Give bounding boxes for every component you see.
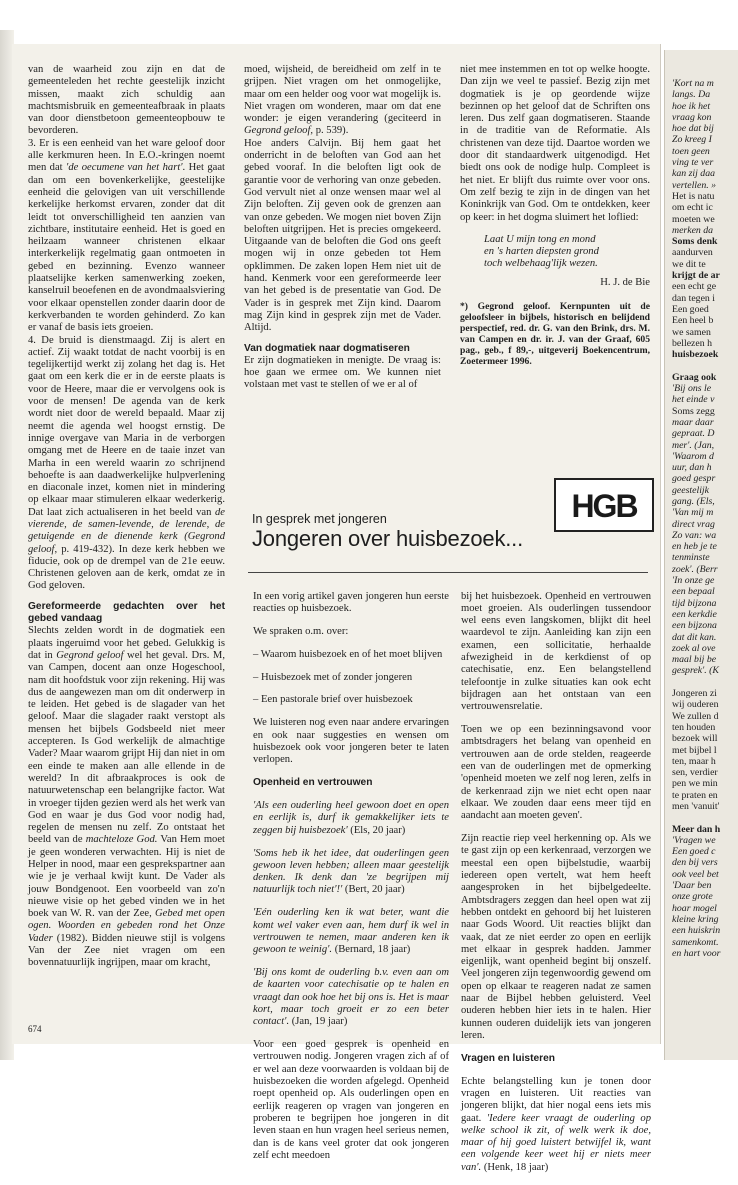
facing-page-line: men 'vanuit' [672, 801, 720, 812]
youth-quote-1-author: (Els, 20 jaar) [347, 824, 406, 836]
facing-page-line: hoar mogel [672, 902, 717, 914]
facing-page-line: direct vrag [672, 518, 715, 530]
facing-page-line: Jongeren zi [672, 688, 717, 700]
facing-page-line: zoek al ove [672, 642, 716, 654]
facing-page-line: we dit te [672, 258, 706, 270]
facing-page-line: Zo van: wa [672, 529, 717, 541]
facing-page-line: onze grote [672, 891, 713, 903]
facing-page-line: toen geen [672, 145, 710, 157]
youth-quote-3 [253, 907, 449, 956]
col1-paragraph-1: van de waarheid zou zijn en dat de gemeenteleden het rechte geestelijk inzicht missen, maakt zich schuldig aan machtsmisbruik en gemeenteafbraak in plaats van door dienstbetoon gemeenteopbouw te bevorderen. [28, 64, 225, 137]
facing-page-line: ten houden [672, 721, 716, 733]
facing-page-line: den bij vers [672, 857, 718, 869]
article-p4-quote: 'Iedere keer vraagt de ouderling op welke school ik zit, of welk werk ik doe, maar of hij goed luistert betwijfel ik, want een volgende keer weet hij er niets meer van'. [461, 1112, 651, 1173]
facing-page-line: 'Bij ons le [672, 383, 712, 395]
facing-page-line: tenminste [672, 552, 710, 564]
column-3 [460, 64, 650, 367]
col2-p1-italic: Gegrond geloof, [244, 125, 314, 137]
article-title: Jongeren over huisbezoek... [252, 526, 523, 551]
col2-p1-text-2: p. 539). [313, 125, 349, 137]
facing-page-line: kan zij daa [672, 168, 715, 180]
quote-line-3: toch welbehaag'lijk wezen. [484, 258, 598, 270]
facing-page-line: een bijzona [672, 620, 717, 632]
article-banner [248, 512, 648, 570]
col1-p4-italic-2: machteloze God. [85, 834, 158, 846]
col1-p3-text: 4. De bruid is dienstmaagd. Zij is alert en actief. Zij waakt totdat de nacht voorbij is en tegelijkertijd werkt zij zolang het dag is. Het gaat om een kerk die er in de eerste plaats is voor de Heere, maar die er vervolgens ook is voor de mensen! De agenda van de kerk wordt niet door de wereld bepaald. Maar zij neemt die agenda wel hoogst ernstig. De innige overgave van Maria in de verborgen omgang met de Heere en de taaie inzet van Marha in een wereld waarin zo schrijnend behoefte is aan daadwerkelijke hulpverlening en diaconale inzet, komen niet in mindering op elkaar maar stimuleren elkaar wederkerig. Dat laat zich actualiseren in het beeld van [28, 334, 225, 518]
facing-page-line: een echt ge [672, 281, 717, 293]
hgb-logo-text: HGB [571, 488, 637, 524]
facing-page-line: we samen [672, 326, 711, 338]
section-heading-gebed: Gereformeerde gedachten over het gebed vandaag [28, 600, 225, 625]
facing-page-line: krijgt de ar [672, 270, 720, 282]
article-kicker: In gesprek met jongeren [252, 512, 387, 526]
facing-page-line: maar daar [672, 416, 714, 428]
youth-quote-3-author: (Bernard, 18 jaar) [332, 944, 411, 956]
article-column-2 [461, 580, 651, 1185]
col1-p2-italic: 'de oecumene van het hart' [66, 162, 183, 174]
column-1 [28, 64, 225, 970]
youth-quote-2 [253, 848, 449, 897]
facing-page-line: 'Kort na m [672, 78, 714, 89]
facing-page-text [672, 78, 738, 959]
facing-page-line: te praten en [672, 789, 718, 801]
facing-page-line: 'In onze ge [672, 575, 715, 587]
facing-page-line: bellezen h [672, 337, 712, 349]
facing-page-line: tijd bijzona [672, 597, 717, 609]
facing-page-line: gang. (Els, [672, 495, 715, 507]
youth-quote-2-text: 'Soms heb ik het idee, dat ouderlingen geen gewoon leven hebben; alleen maar geestelijk denken. Ik denk dan 'ze begrijpen mij natuurlijk toch niet'!' [253, 847, 449, 896]
intro-paragraph: In een vorig artikel gaven jongeren hun eerste reacties op huisbezoek. [253, 590, 449, 614]
facing-page-line: gesprek'. (K [672, 665, 719, 677]
facing-page-line: pen we min [672, 778, 718, 790]
col2-paragraph-3: Er zijn dogmatieken in menigte. De vraag is: hoe gaan we ermee om. We kunnen niet volstaan met vast te stellen of we er al of [244, 354, 441, 391]
col1-p4-italic-3: Gebed met open ogen. Woorden en gebeden rond het Onze Vader [28, 908, 225, 944]
col1-paragraph-4 [28, 625, 225, 969]
facing-page-line: Het is natu [672, 190, 715, 202]
facing-page-line: goed gespr [672, 473, 716, 485]
facing-page-line: dat dit kan. [672, 631, 717, 643]
facing-page-line: sen, verdier [672, 767, 718, 779]
article-paragraph-openheid: Voor een goed gesprek is openheid en vertrouwen nodig. Jongeren vragen zich af of er wel aan deze voorwaarden is voldaan bij de huisbezoeken die worden afgelegd. Openheid roept openheid op. Als ouderlingen open en eerlijk reageren op vragen van jongeren en proberen te begrijpen hoe jongeren in dit leven staan en hun vragen heel serieus nemen, dan is de kans veel groter dat ook jongeren zelf echt meedoen [253, 1039, 449, 1161]
facing-page-line: Graag ook [672, 371, 717, 383]
article-paragraph-1: bij het huisbezoek. Openheid en vertrouwen moet groeien. Als ouderlingen tussendoor wel eens even langskomen, blijkt dit heel waardevol te zijn. Aanleiding kan zijn een examen, een sollicitatie, herhaalde afwezigheid in de kerkdienst of op catechisatie, enz. Een belangstellend telefoontje in zulke situaties kan ook echt bijdragen aan het ontstaan van een vertrouwensrelatie. [461, 590, 651, 713]
col1-p4-text-2: wel het geval. Drs. M, van Campen, docent aan onze Hogeschool, nam dit hoofdstuk voor zijn rekening. Hij was dus de aangewezen man om dit onderwerp in te leiden. Het gebed is de slagader van het geloof. Maar die slagader raakt verstopt als mensen het bijbels Godsbeeld niet meer accepteren. Is God werkelijk de almachtige Vader? Maar waarom grijpt Hij dan niet in om een einde te maken aan alle ellende in de wereld? In dit afbraakproces is ook de natuurwetenschap een belangrijke factor. Wat in vroeger tijden gezien werd als het werk van God en waar je dus God voor nodig had, regelen de mensen nu zelf. Zo ontstaat het beeld van de [28, 649, 225, 846]
book-footnote: *) Gegrond geloof. Kernpunten uit de geloofsleer in bijbels, historisch en belijdend perspectief, red. dr. G. van den Brink, drs. M. van Campen en dr. ir. J. van der Graaf, 605 pag., geb., f 89,-, uitgeverij Boekencentrum, Zoetermeer 1996. [460, 301, 650, 368]
page-number: 674 [28, 1024, 42, 1034]
author-signature: H. J. de Bie [600, 276, 650, 288]
section-heading-vragen: Vragen en luisteren [461, 1052, 555, 1064]
col1-p4-text-3: Van Hem moet je geen wonderen verwachten. Hij is niet de Helper in nood, maar een gesprekspartner aan wie je je verhaal kwijt kunt. De Vader als jouw Bondgenoot. Een voorbeeld van zo'n nieuwe visie op het gebed vinden we in het boek van W. R. van der Zee, [28, 834, 225, 920]
poem-quote [484, 234, 650, 271]
facing-page-line: en hart voor [672, 947, 721, 959]
col1-p4-text: Slechts zelden wordt in de dogmatiek een plaats ingeruimd voor het gebed. Gelukkig is dat in [28, 625, 225, 661]
facing-page-line: een bepaal [672, 586, 715, 598]
col1-p2-text-2: . Het gaat dan om een bovenkerkelijke, geestelijke eenheid die gelovigen van uit verschillende kerkelijke herkomst ervaren, zonder dat dit leidt tot onverschilligheid ten aanzien van zichtbare, institutaire eenheid. Het is goed en heilzaam wanneer christenen elkaar interkerkelijk regelmatig gaan ontmoeten in gebed en bezinning. Evenzo wanneer plaatselijke kerken samenwerking zoeken, kanselruil beoefenen en de avondmaalsviering voor elkaar openstellen zonder daarin door de kerkverbanden te worden gehinderd. Zo kan er vanaf de basis iets groeien. [28, 162, 225, 334]
article-paragraph-2: Toen we op een bezinningsavond voor ambtsdragers het belang van openheid en vertrouwen aan de orde stelden, reageerde een van de ouderlingen met de opmerking 'openheid moeten we zelf nog leren, zelfs in de kerkenraad zijn we niet echt open naar elkaar. We zouden daar eens meer tijd en aandacht aan moeten geven'. [461, 724, 651, 822]
facing-page-line: Meer dan h [672, 823, 721, 835]
facing-page-line: 'Daar ben [672, 880, 712, 892]
facing-page-line: gepraat. D [672, 428, 715, 440]
facing-page [664, 50, 738, 1060]
facing-page-line: 'Waarom d [672, 450, 714, 462]
facing-page-line: uur, dan h [672, 462, 712, 474]
facing-page-line: ook veel bet [672, 868, 719, 880]
facing-page-line: Een goed c [672, 846, 716, 858]
quote-line-1: Laat U mijn tong en mond [484, 233, 596, 245]
facing-page-line: met bijbel l [672, 744, 717, 756]
facing-page-line: bezoek will [672, 733, 718, 745]
facing-page-line [672, 360, 738, 371]
facing-page-line: langs. Da [672, 89, 711, 101]
youth-quote-1-text: 'Als een ouderling heel gewoon doet en open en eerlijk is, durf ik gemakkelijker iets te zeggen bij huisbezoek' [253, 800, 449, 836]
facing-page-line: hoe ik het [672, 100, 711, 112]
facing-page-line: maal bij be [672, 654, 717, 666]
facing-page-line: het einde v [672, 394, 715, 406]
facing-page-line: samenkomt. [672, 936, 719, 948]
topic-item-3: – Een pastorale brief over huisbezoek [253, 694, 413, 706]
article-p4-text: Echte belangstelling kun je tonen door vragen en luisteren. Uit reacties van jongeren blijkt, dat hier nogal eens iets mis gaat. [461, 1075, 651, 1124]
intro-paragraph-3: We luisteren nog even naar andere ervaringen en ook naar suggesties en wensen om huisbezoek ook voor jongeren beter te laten verlopen. [253, 717, 449, 766]
facing-page-line: kleine kring [672, 913, 719, 925]
col1-p3-italic: de vierende, de samen-levende, de lerende, de getuigende en de dienende kerk (Gegrond geloof [28, 506, 225, 555]
facing-page-line: Soms denk [672, 236, 718, 248]
youth-quote-4-text: 'Bij ons komt de ouderling b.v. even aan om de kaarten voor catechisatie op te halen en vraagt dan ook hoe het bij ons is. Het is maar kort, maar toch groeit er zo een beter contact'. [253, 967, 449, 1028]
facing-page-line: 'Vragen we [672, 834, 716, 846]
facing-page-line [672, 677, 738, 688]
column-2 [244, 64, 441, 392]
col1-p3-text-2: , p. 419-432). In deze kerk hebben we fiducie, ook op de drempel van de 21e eeuw. Christenen geloven aan de kerk, omdat ze in God geloven. [28, 543, 225, 592]
article-p4-author: (Henk, 18 jaar) [481, 1161, 549, 1173]
section-heading-dogmatiek: Van dogmatiek naar dogmatiseren [244, 342, 410, 354]
facing-page-line: zoek'. (Berr [672, 563, 718, 575]
article-column-1 [253, 580, 449, 1173]
facing-page-line: dan tegen i [672, 292, 715, 304]
facing-page-line: huisbezoek [672, 349, 719, 361]
col1-p2-text: 3. Er is een eenheid van het ware geloof door alle kerkmuren heen. In E.O.-kringen noemt men dat [28, 137, 225, 174]
quote-line-2: en 's harten diepsten grond [484, 246, 599, 258]
article-paragraph-3: Zijn reactie riep veel herkenning op. Als we te gast zijn op een kerkenraad, verzorgen we meestal een open bijbelstudie, waarbij iedereen open vertelt, wat hem heeft aangesproken in het bijbelgedeelte. Ambtsdragers zeggen dan heel open wat zij hebben ontdekt en gehoord bij het luisteren naar Gods Woord. Uit reacties blijkt dan vaak, dat ze niet eerder zo open en eerlijk met elkaar in gesprek hadden. Jammer eigenlijk, want openheid begint bij onszelf. Veel jongeren zijn tegenwoordig gewend om open op elkaar te reageren nadat ze samen naar de Bijbel hebben geluisterd. Veel ouderen hebben hier iets in te halen. Hier kunnen ouderen duidelijk iets van jongeren leren. [461, 833, 651, 1041]
facing-page-line: een huiskrin [672, 925, 721, 937]
col2-p1-text: moed, wijsheid, de bereidheid om zelf in te grijpen. Niet vragen om het onmogelijke, maar om een helder oog voor wat mogelijk is. Niet vragen om wonderen, maar om dat ene wonder: je eigen verandering (geciteerd in [244, 64, 441, 125]
section-heading-openheid: Openheid en vertrouwen [253, 777, 373, 789]
col1-paragraph-3 [28, 335, 225, 593]
col2-paragraph-2: Hoe anders Calvijn. Bij hem gaat het onderricht in de beloften van God aan het gebed vooraf. In die beloften ligt ook de garantie voor de verhoring van onze gebeden. God vervult niet al onze wensen maar wel al Zijn beloften. Zij geven ook de grenzen aan van onze gebeden. We mogen niet boven Zijn beloften uitgrijpen. Het is precies omgekeerd. Uitgaande van de beloften die God ons geeft mogen wij in onze gebeden tot Hem opklimmen. De zaken lopen Hem niet uit de hand. Kenmerk voor een gereformeerde leer van het gebed is de presentatie van God. De Vader is in gesprek met Zijn kind. Daarom mag Zijn kind in gesprek zijn met de Vader. Altijd. [244, 137, 441, 334]
col1-p4-italic: Gegrond geloof [56, 649, 124, 661]
facing-page-line: hoe dat bij [672, 123, 714, 135]
facing-page-line: geestelijk [672, 484, 709, 496]
facing-page-line: om echt ic [672, 202, 713, 214]
facing-page-line: aandurven [672, 247, 713, 259]
facing-page-line: Zo kreeg I [672, 134, 712, 146]
facing-page-line: merken da [672, 224, 714, 236]
banner-rule [248, 572, 648, 573]
topic-item-1: – Waarom huisbezoek en of het moet blijven [253, 648, 443, 660]
facing-page-line: Een goed [672, 303, 709, 315]
facing-page-line: wij ouderen [672, 699, 719, 711]
youth-quote-4-author: (Jan, 19 jaar) [289, 1016, 348, 1028]
youth-quote-2-author: (Bert, 20 jaar) [342, 884, 405, 896]
col2-paragraph-1 [244, 64, 441, 138]
youth-quote-3-text: 'Eén ouderling ken ik wat beter, want die komt wel vaker even aan, hem durf ik wel in vertrouwen te nemen, maar anderen ken ik gewoon te weinig'. [253, 907, 449, 956]
col1-p4-text-4: (1982). Bidden nieuwe stijl is volgens Van der Zee niet vragen om een bovennatuurlijk ingrijpen, maar om kracht, [28, 932, 225, 969]
topic-item-2: – Huisbezoek met of zonder jongeren [253, 671, 413, 683]
facing-page-line: vertellen. » [672, 179, 717, 191]
facing-page-line: Een heel b [672, 315, 714, 327]
intro-paragraph-2: We spraken o.m. over: [253, 625, 349, 637]
col1-paragraph-2 [28, 138, 225, 335]
article-paragraph-4 [461, 1076, 651, 1174]
col3-paragraph-1: niet mee instemmen en tot op welke hoogte. Dan zijn we veel te passief. Bezig zijn met dogmatiek is je op geordende wijze bezinnen op het geloof dat de Schriften ons leren. Dus zelf gaan dogmatiseren. Staande in de traditie van de Reformatie. Als christenen van deze tijd. Daartoe worden we door dit standaardwerk uitgenodigd. Het biedt ons ook de nodige hulp. Compleet is het niet. Er blijft dus ruimte over voor ons. Om zelf bezig te zijn in de dingen van het Koninkrijk van God. Om te ontdekken, keer op keer: in het dogma sluimert het loflied: [460, 64, 650, 223]
facing-page-line: We zullen d [672, 710, 719, 722]
facing-page-line: moeten we [672, 213, 715, 225]
facing-page-line: 'Van mij m [672, 507, 714, 519]
facing-page-line: ving te ver [672, 157, 714, 169]
facing-page-line: mer'. (Jan, [672, 439, 715, 451]
facing-page-line: ten, maar h [672, 755, 716, 767]
facing-page-line [672, 812, 738, 823]
facing-page-line: Soms zegg [672, 405, 715, 417]
youth-quote-4 [253, 967, 449, 1028]
facing-page-line: een kerkdie [672, 608, 717, 620]
youth-quote-1 [253, 800, 449, 837]
facing-page-line: en heb je te [672, 541, 717, 553]
facing-page-line: vraag kon [672, 111, 712, 123]
